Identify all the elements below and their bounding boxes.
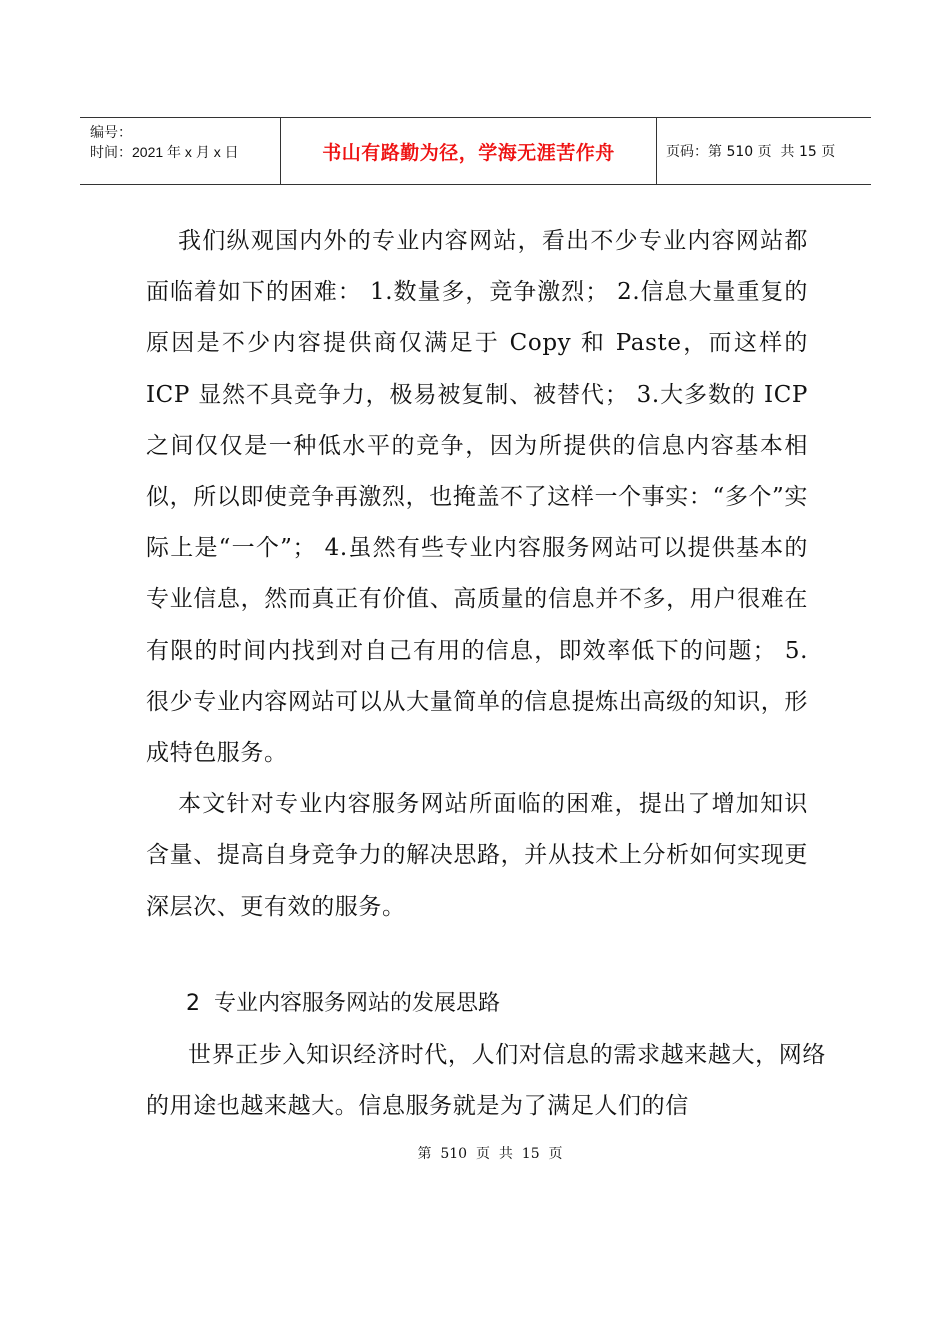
serial-label: 编号： [90,124,132,140]
paragraph: 我们纵观国内外的专业内容网站，看出不少专业内容网站都面临着如下的困难： 1.数量多，竞争激烈； 2.信息大量重复的原因是不少内容提供商仅满足于 Copy 和 Paste，而这样的 ICP 显然不具竞争力，极易被复制、被替代； 3.大多数的 ICP 之间仅仅是一种低水平的竞争，因为所提供的信息内容基本相似，所以即使竞争再激烈，也掩盖不了这样一个事实：“多个”实际上是“一个”； 4.虽然有些专业内容服务网站可以提供基本的专业信息，然而真正有价值、高质量的信息并不多，用户很难在有限的时间内找到对自己有用的信息，即效率低下的问题； 5.很少专业内容网站可以从大量简单的信息提炼出高级的知识，形成特色服务。 [146,228,808,767]
header-motto: 书山有路勤为径，学海无涯苦作舟 [322,141,615,164]
body-text [146,216,808,933]
section-heading: 2 专业内容服务网站的发展思路 [186,991,500,1016]
time-label: 时间：2021 年 x 月 x 日 [90,144,239,160]
paragraph: 世界正步入知识经济时代，人们对信息的需求越来越大，网络的用途也越来越大。信息服务就是为了满足人们的信 [146,1042,826,1120]
page-header [80,117,871,185]
page-footer: 第 510 页 共 15 页 [417,1146,563,1162]
header-meta [90,122,280,162]
section-body [146,1030,826,1132]
header-page-number: 页码：第 510 页 共 15 页 [666,144,836,160]
paragraph: 本文针对专业内容服务网站所面临的困难，提出了增加知识含量、提高自身竞争力的解决思路，并从技术上分析如何实现更深层次、更有效的服务。 [146,791,808,920]
